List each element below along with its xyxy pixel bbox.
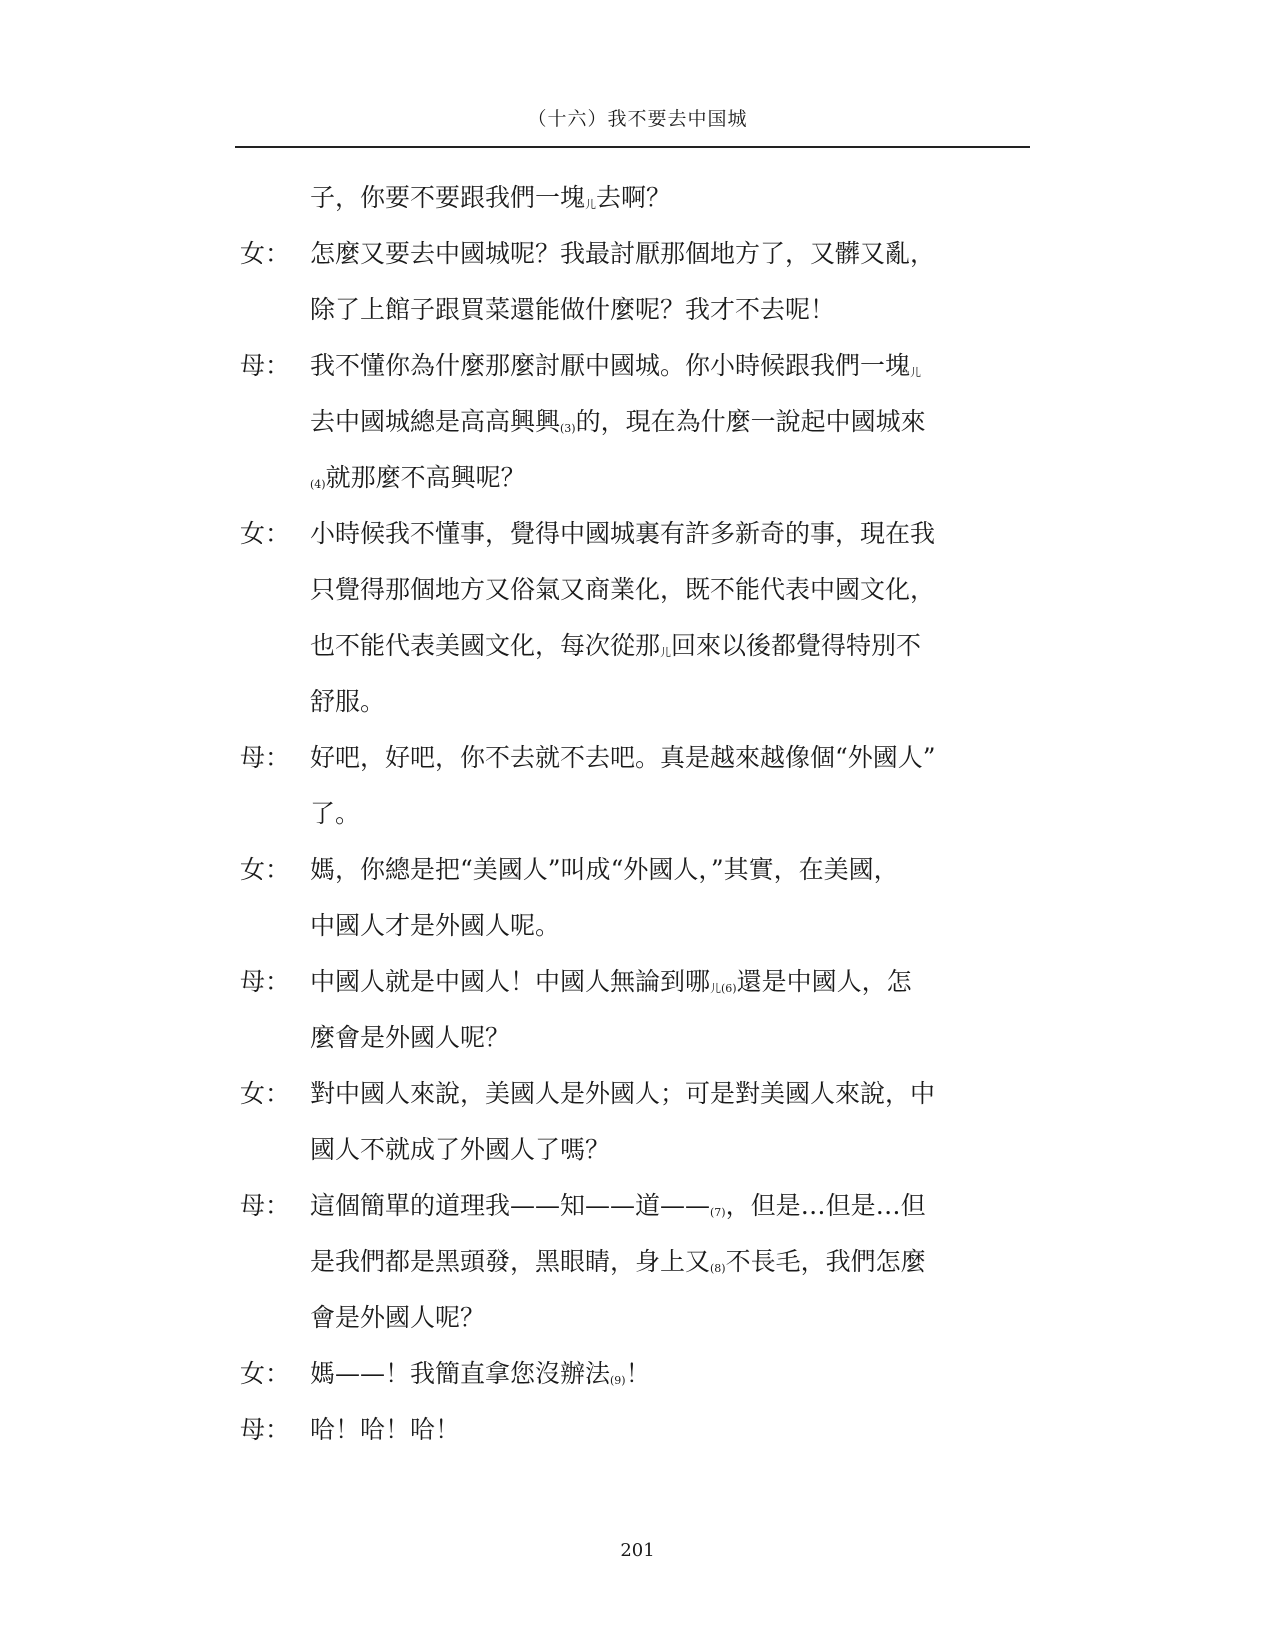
line-text [310, 170, 671, 226]
dialogue-line [240, 1178, 1040, 1234]
text-run: 這個簡單的道理我——知——道—— [310, 1191, 711, 1220]
dialogue-line [240, 450, 1040, 506]
text-run: 去中國城總是高高興興 [310, 407, 561, 436]
line-text [310, 506, 935, 562]
text-run: 中國人就是中國人！中國人無論到哪 [310, 967, 711, 996]
text-run: 去啊？ [596, 183, 672, 212]
speaker-label: 母： [240, 1415, 291, 1444]
dialogue-line [240, 954, 1040, 1010]
speaker-label: 母： [240, 351, 291, 380]
text-run: 的，現在為什麼一說起中國城來 [575, 407, 926, 436]
dialogue-line [240, 506, 1040, 562]
text-run: 哈！哈！哈！ [310, 1415, 461, 1444]
dialogue-line [240, 338, 1040, 394]
text-run: 還是中國人，怎 [736, 967, 912, 996]
text-run: 子，你要不要跟我們一塊 [310, 183, 586, 212]
text-run: ！ [625, 1359, 651, 1388]
text-run: 我不懂你為什麼那麼討厭中國城。你小時候跟我們一塊 [310, 351, 911, 380]
line-text [310, 1010, 510, 1066]
line-text [310, 338, 921, 394]
dialogue-line [240, 226, 1040, 282]
speaker-label: 女： [240, 1079, 291, 1108]
dialogue-body [240, 170, 1040, 1458]
note-marker: (9) [610, 1374, 626, 1387]
line-text [310, 842, 899, 898]
text-run: 是我們都是黑頭發，黑眼睛，身上又 [310, 1247, 711, 1276]
speaker-label: 女： [240, 1359, 291, 1388]
note-marker: (3) [560, 422, 576, 435]
text-run: 國人不就成了外國人了嗎？ [310, 1135, 611, 1164]
dialogue-line [240, 674, 1040, 730]
page-number: 201 [620, 1540, 655, 1561]
dialogue-line [240, 1234, 1040, 1290]
dialogue-line [240, 1010, 1040, 1066]
text-run: 除了上館子跟買菜還能做什麼呢？我才不去呢！ [310, 295, 836, 324]
speaker-label: 母： [240, 1191, 291, 1220]
text-run: 麼會是外國人呢？ [310, 1023, 511, 1052]
line-text [310, 730, 936, 786]
text-run: 不長毛，我們怎麼 [725, 1247, 926, 1276]
text-run: 只覺得那個地方又俗氣又商業化，既不能代表中國文化， [310, 575, 936, 604]
dialogue-line [240, 282, 1040, 338]
speaker-label: 母： [240, 743, 291, 772]
speaker-label: 女： [240, 519, 291, 548]
line-text [310, 1402, 460, 1458]
dialogue-line [240, 898, 1040, 954]
line-text [310, 226, 935, 282]
dialogue-line [240, 394, 1040, 450]
line-text [310, 282, 835, 338]
line-text [310, 1346, 651, 1402]
line-text [310, 1066, 935, 1122]
line-text [310, 1122, 610, 1178]
line-text [310, 1234, 926, 1290]
note-marker: 儿 [585, 198, 597, 211]
dialogue-line [240, 730, 1040, 786]
text-run: 回來以後都覺得特別不 [671, 631, 922, 660]
line-text [310, 786, 360, 842]
line-text [310, 618, 921, 674]
line-text [310, 450, 526, 506]
dialogue-line [240, 170, 1040, 226]
line-text [310, 898, 560, 954]
header-rule [235, 146, 1030, 148]
text-run: 就那麼不高興呢？ [325, 463, 526, 492]
dialogue-line [240, 842, 1040, 898]
speaker-label: 女： [240, 239, 291, 268]
text-run: 也不能代表美國文化，每次從那 [310, 631, 661, 660]
speaker-label: 女： [240, 855, 291, 884]
text-run: 對中國人來說，美國人是外國人；可是對美國人來說，中 [310, 1079, 936, 1108]
line-text [310, 1290, 485, 1346]
note-marker: (4) [310, 478, 326, 491]
text-run: 中國人才是外國人呢。 [310, 911, 561, 940]
text-run: 舒服。 [310, 687, 386, 716]
running-title: （十六）我不要去中国城 [527, 108, 748, 130]
note-marker: 儿(6) [710, 982, 737, 995]
dialogue-line [240, 1402, 1040, 1458]
dialogue-line [240, 1066, 1040, 1122]
note-marker: (8) [710, 1262, 726, 1275]
text-run: 了。 [310, 799, 361, 828]
line-text [310, 394, 926, 450]
speaker-label: 母： [240, 967, 291, 996]
text-run: 會是外國人呢？ [310, 1303, 486, 1332]
note-marker: (7) [710, 1206, 726, 1219]
text-run: ，但是…但是…但 [725, 1191, 926, 1220]
text-run: 小時候我不懂事，覺得中國城裏有許多新奇的事，現在我 [310, 519, 936, 548]
text-run: 怎麼又要去中國城呢？我最討厭那個地方了，又髒又亂， [310, 239, 936, 268]
line-text [310, 1178, 926, 1234]
dialogue-line [240, 618, 1040, 674]
note-marker: 儿 [910, 366, 922, 379]
line-text [310, 562, 935, 618]
dialogue-line [240, 1346, 1040, 1402]
text-run: 媽，你總是把“美國人”叫成“外國人，”其實，在美國， [310, 855, 899, 884]
dialogue-line [240, 786, 1040, 842]
note-marker: 儿 [660, 646, 672, 659]
dialogue-line [240, 1122, 1040, 1178]
dialogue-line [240, 562, 1040, 618]
dialogue-line [240, 1290, 1040, 1346]
line-text [310, 674, 385, 730]
text-run: 媽——！我簡直拿您沒辦法 [310, 1359, 611, 1388]
text-run: 好吧，好吧，你不去就不去吧。真是越來越像個“外國人” [310, 743, 936, 772]
line-text [310, 954, 912, 1010]
